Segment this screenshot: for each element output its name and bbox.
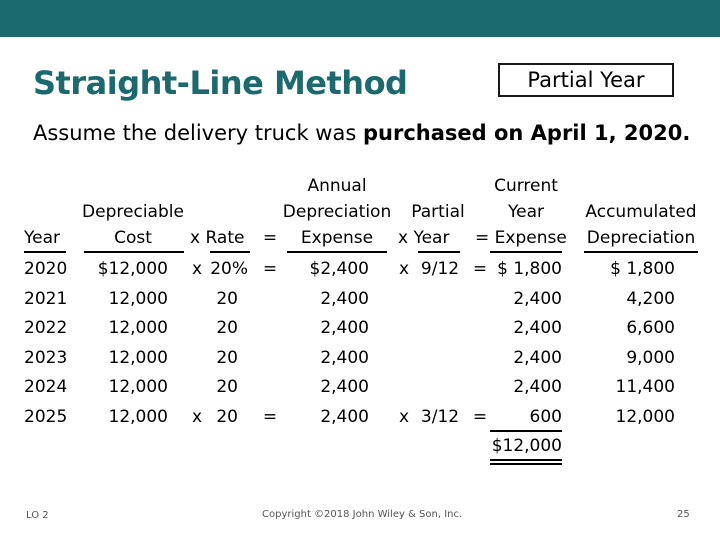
cell-rate: 20 <box>216 407 238 427</box>
cell-accum: 4,200 <box>626 289 675 309</box>
cell-rate: 20% <box>210 259 248 279</box>
header-accumulated: Accumulated <box>585 202 697 222</box>
cell-accum: 12,000 <box>615 407 675 427</box>
underline-rate <box>210 251 250 253</box>
header-current-expense: = Expense <box>475 228 567 248</box>
header-current-year: Year <box>508 202 544 222</box>
cell-cost: 12,000 <box>108 348 168 368</box>
header-current: Current <box>494 176 558 196</box>
header-x-rate: x Rate <box>190 228 245 248</box>
total-underline-top <box>490 430 562 432</box>
cell-year: 2024 <box>24 377 68 397</box>
cell-cost: 12,000 <box>108 407 168 427</box>
header-depreciable: Depreciable <box>82 202 184 222</box>
cell-year: 2023 <box>24 348 68 368</box>
cell-year: 2021 <box>24 289 68 309</box>
header-depreciation: Depreciation <box>282 202 392 222</box>
cell-current: 2,400 <box>513 318 562 338</box>
cell-cost: 12,000 <box>108 377 168 397</box>
cell-cost: 12,000 <box>108 318 168 338</box>
cell-annual: 2,400 <box>320 407 369 427</box>
header-accum-depreciation: Depreciation <box>586 228 696 248</box>
cell-rate: 20 <box>216 289 238 309</box>
header-year: Year <box>24 228 60 248</box>
cell-current: 600 <box>529 407 562 427</box>
underline-partial <box>418 251 460 253</box>
cell-rate: 20 <box>216 318 238 338</box>
partial-year-tag: Partial Year <box>498 63 674 97</box>
cell-partial-equals: = <box>472 407 488 427</box>
top-banner <box>0 0 720 37</box>
cell-cost: $12,000 <box>97 259 168 279</box>
header-cost: Cost <box>114 228 152 248</box>
page-number: 25 <box>677 509 690 520</box>
underline-expense <box>287 251 387 253</box>
cell-year: 2022 <box>24 318 68 338</box>
footer-copyright: Copyright ©2018 John Wiley & Son, Inc. <box>262 509 463 520</box>
slide-title: Straight-Line Method <box>33 64 408 102</box>
slide-subtitle <box>33 121 690 145</box>
underline-cost <box>84 251 184 253</box>
cell-partial-x: x <box>398 407 410 427</box>
underline-year <box>24 251 66 253</box>
cell-accum: 9,000 <box>626 348 675 368</box>
cell-annual: $2,400 <box>309 259 369 279</box>
total-underline-bottom-2 <box>490 463 562 465</box>
total-underline-bottom-1 <box>490 459 562 461</box>
cell-annual: 2,400 <box>320 348 369 368</box>
cell-current: 2,400 <box>513 289 562 309</box>
cell-accum: 11,400 <box>615 377 675 397</box>
cell-rate: 20 <box>216 377 238 397</box>
cell-partial: 3/12 <box>420 407 460 427</box>
header-equals: = <box>262 228 278 248</box>
footer-lo: LO 2 <box>26 510 49 521</box>
cell-x: x <box>191 259 203 279</box>
cell-year: 2025 <box>24 407 68 427</box>
cell-rate: 20 <box>216 348 238 368</box>
cell-current: 2,400 <box>513 348 562 368</box>
header-annual: Annual <box>307 176 367 196</box>
cell-cost: 12,000 <box>108 289 168 309</box>
cell-x: x <box>191 407 203 427</box>
cell-partial-equals: = <box>472 259 488 279</box>
cell-current: $ 1,800 <box>497 259 562 279</box>
cell-accum: $ 1,800 <box>610 259 675 279</box>
cell-equals: = <box>262 259 278 279</box>
total-current-expense: $12,000 <box>491 436 562 456</box>
header-x-year: x Year <box>398 228 450 248</box>
cell-partial-x: x <box>398 259 410 279</box>
header-expense: Expense <box>300 228 374 248</box>
cell-annual: 2,400 <box>320 289 369 309</box>
cell-equals: = <box>262 407 278 427</box>
cell-year: 2020 <box>24 259 68 279</box>
underline-current <box>490 251 562 253</box>
subtitle-bold: purchased on April 1, 2020. <box>362 121 691 145</box>
cell-annual: 2,400 <box>320 318 369 338</box>
cell-annual: 2,400 <box>320 377 369 397</box>
cell-accum: 6,600 <box>626 318 675 338</box>
header-partial: Partial <box>411 202 465 222</box>
cell-partial: 9/12 <box>420 259 460 279</box>
cell-current: 2,400 <box>513 377 562 397</box>
subtitle-plain: Assume the delivery truck was <box>33 121 363 145</box>
underline-accum <box>584 251 698 253</box>
